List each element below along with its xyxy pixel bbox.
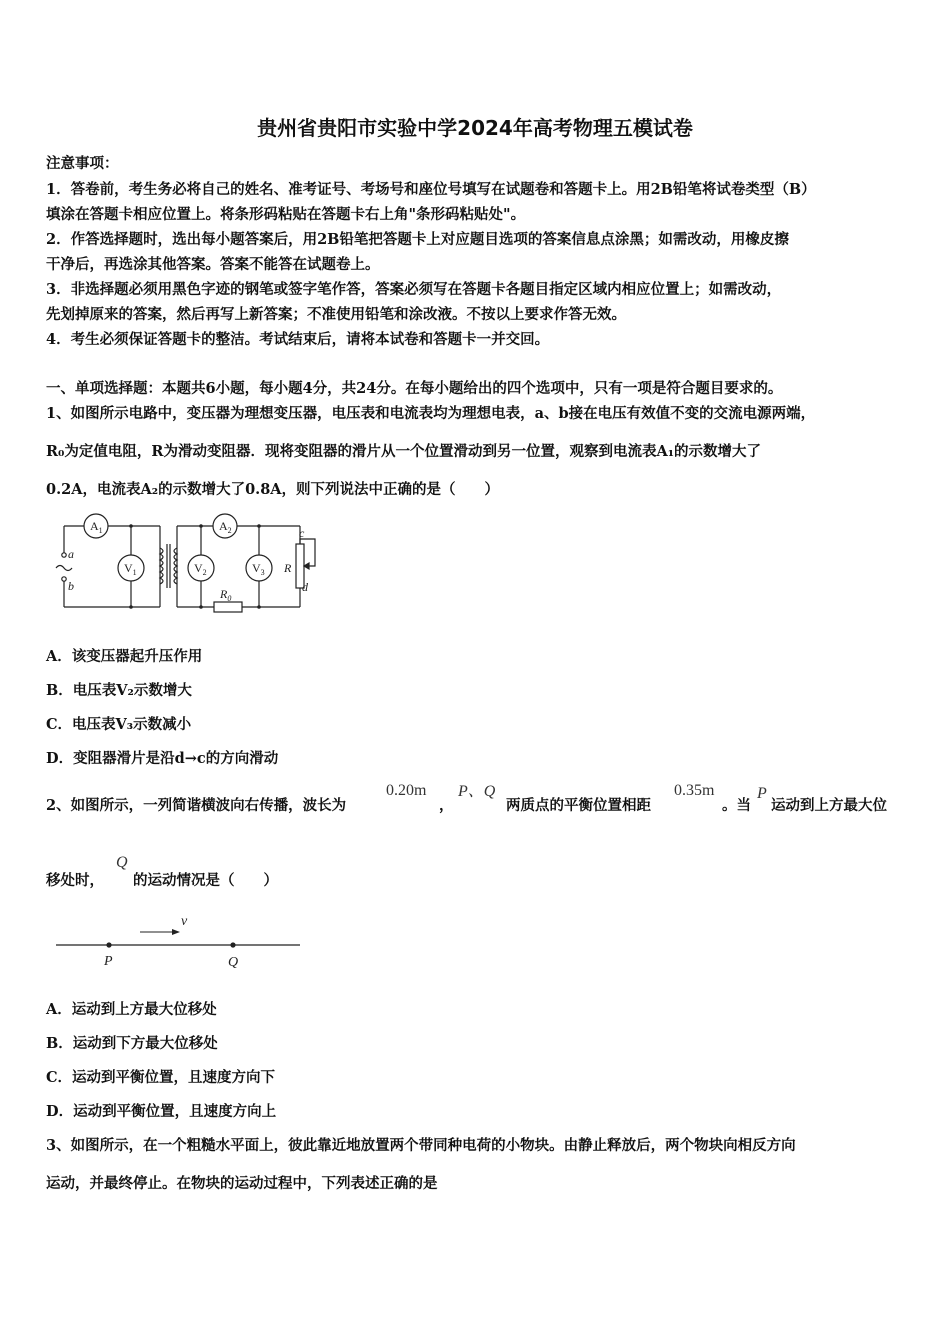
notice-line: 干净后，再选涂其他答案。答案不能答在试题卷上。	[46, 256, 380, 273]
q2-stem-part: ，	[439, 797, 454, 814]
notice-line: 1．答卷前，考生务必将自己的姓名、准考证号、考场号和座位号填写在试题卷和答题卡上。用2B铅笔将试卷类型（B）	[46, 181, 816, 198]
slider-c-label: c	[299, 526, 305, 540]
ammeter-a2-label: $A_2$	[219, 519, 232, 535]
q2-point-q: Q	[116, 854, 128, 871]
q2-stem-part: 。当	[722, 797, 751, 814]
voltmeter-v3-label: $V_3$	[252, 561, 265, 577]
notice-line: 4．考生必须保证答题卡的整洁。考试结束后，请将本试卷和答题卡一并交回。	[46, 331, 550, 348]
slider-d-label: d	[302, 580, 308, 594]
point-q-dot	[230, 942, 235, 947]
q2-option-a: A．运动到上方最大位移处	[46, 1001, 217, 1018]
rheostat-r-label: R	[284, 561, 292, 575]
q2-stem-part: 运动到上方最大位	[771, 797, 887, 814]
terminal-a-label: a	[68, 547, 74, 561]
q1-option-d: D．变阻器滑片是沿d→c的方向滑动	[46, 750, 279, 767]
point-p-label: P	[104, 954, 113, 969]
resistor-r0-label: $R_0$	[220, 587, 232, 603]
q2-point-p: P	[757, 785, 767, 802]
velocity-label: v	[181, 914, 188, 929]
point-q-label: Q	[228, 955, 239, 970]
q2-wavelength: 0.20m	[386, 782, 427, 799]
point-p-dot	[106, 942, 111, 947]
q2-option-d: D．运动到平衡位置，且速度方向上	[46, 1103, 277, 1120]
terminal-b-label: b	[68, 579, 74, 593]
notice-heading: 注意事项：	[46, 155, 119, 172]
page-title: 贵州省贵阳市实验中学2024年高考物理五模试卷	[257, 116, 693, 140]
q1-option-a: A．该变压器起升压作用	[46, 648, 203, 665]
q2-stem-part: 两质点的平衡位置相距	[506, 797, 651, 814]
q2-option-b: B．运动到下方最大位移处	[46, 1035, 218, 1052]
q1-stem: 0.2A，电流表A₂的示数增大了0.8A，则下列说法中正确的是（ ）	[46, 481, 500, 498]
q2-points-pq: P、Q	[458, 783, 496, 800]
voltmeter-v2-label: $V_2$	[194, 561, 207, 577]
q2-stem-part: 2、如图所示，一列简谐横波向右传播，波长为	[46, 797, 347, 814]
notice-line: 填涂在答题卡相应位置上。将条形码粘贴在答题卡右上角"条形码粘贴处"。	[46, 206, 526, 223]
voltmeter-v1-label: $V_1$	[124, 561, 137, 577]
ammeter-a1-label: $A_1$	[90, 519, 103, 535]
notice-line: 3．非选择题必须用黑色字迹的钢笔或签字笔作答，答案必须写在答题卡各题目指定区域内相应位置上；如需改动，	[46, 281, 782, 298]
q2-stem-part: 的运动情况是（ ）	[133, 872, 278, 889]
q3-stem: 3、如图所示，在一个粗糙水平面上，彼此靠近地放置两个带同种电荷的小物块。由静止释放后，两个物块向相反方向	[46, 1137, 796, 1154]
q1-option-c: C．电压表V₃示数减小	[46, 716, 192, 733]
notice-line: 2．作答选择题时，选出每小题答案后，用2B铅笔把答题卡上对应题目选项的答案信息点涂黑；如需改动，用橡皮擦	[46, 231, 789, 248]
q2-distance: 0.35m	[674, 782, 715, 799]
q1-stem: R₀为定值电阻，R为滑动变阻器．现将变阻器的滑片从一个位置滑动到另一位置，观察到电流表A₁的示数增大了	[46, 443, 762, 460]
wave-figure	[50, 905, 310, 975]
q2-stem-part: 移处时，	[46, 872, 104, 889]
section-heading: 一、单项选择题：本题共6小题，每小题4分，共24分。在每小题给出的四个选项中，只有一项是符合题目要求的。	[46, 380, 783, 397]
q2-option-c: C．运动到平衡位置，且速度方向下	[46, 1069, 276, 1086]
q1-option-b: B．电压表V₂示数增大	[46, 682, 192, 699]
q3-stem: 运动，并最终停止。在物块的运动过程中，下列表述正确的是	[46, 1175, 438, 1192]
notice-line: 先划掉原来的答案，然后再写上新答案；不准使用铅笔和涂改液。不按以上要求作答无效。	[46, 306, 626, 323]
q1-stem: 1、如图所示电路中，变压器为理想变压器，电压表和电流表均为理想电表，a、b接在电压有效值不变的交流电源两端，	[46, 405, 816, 422]
transformer-circuit-figure	[46, 510, 336, 618]
